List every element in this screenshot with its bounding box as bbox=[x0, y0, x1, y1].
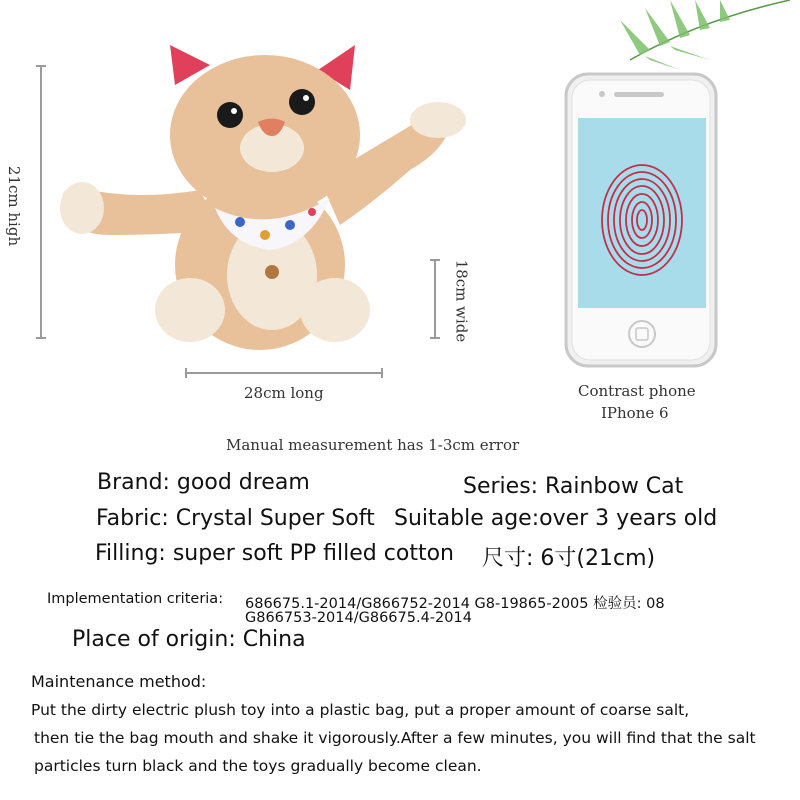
maintenance-line2: then tie the bag mouth and shake it vigorously.After a few minutes, you will find that the salt bbox=[34, 729, 756, 747]
criteria-line1: 686675.1-2014/G866752-2014 G8-19865-2005 检验员: 08 bbox=[245, 596, 665, 612]
width-dimension-line bbox=[434, 260, 436, 338]
spec-brand: Brand: good dream bbox=[97, 470, 310, 495]
spec-fabric: Fabric: Crystal Super Soft bbox=[96, 506, 375, 531]
width-dimension-cap-bottom bbox=[430, 337, 440, 339]
phone-image bbox=[562, 70, 722, 370]
width-label: 18cm wide bbox=[452, 259, 471, 343]
height-dimension-cap-bottom bbox=[36, 337, 46, 339]
palm-leaf-decoration bbox=[600, 0, 800, 70]
phone-caption-line2: IPhone 6 bbox=[601, 404, 669, 422]
height-dimension-cap-top bbox=[36, 65, 46, 67]
length-dimension-line bbox=[186, 372, 382, 374]
maintenance-line1: Put the dirty electric plush toy into a plastic bag, put a proper amount of coarse salt, bbox=[31, 701, 690, 719]
measurement-error-note: Manual measurement has 1-3cm error bbox=[226, 436, 520, 454]
spec-size: 尺寸: 6寸(21cm) bbox=[482, 546, 656, 571]
phone-caption-line1: Contrast phone bbox=[578, 382, 696, 400]
length-dimension-cap-left bbox=[185, 368, 187, 378]
length-dimension-cap-right bbox=[381, 368, 383, 378]
plush-cat-image bbox=[50, 30, 480, 360]
spec-age: Suitable age:over 3 years old bbox=[394, 506, 718, 531]
height-label: 21cm high bbox=[5, 165, 24, 247]
spec-origin: Place of origin: China bbox=[72, 627, 306, 652]
criteria-line2: G866753-2014/G86675.4-2014 bbox=[245, 610, 472, 626]
length-label: 28cm long bbox=[244, 384, 324, 402]
criteria-label: Implementation criteria: bbox=[47, 591, 224, 607]
width-dimension-cap-top bbox=[430, 259, 440, 261]
maintenance-title: Maintenance method: bbox=[31, 672, 207, 691]
spec-series: Series: Rainbow Cat bbox=[463, 474, 684, 499]
height-dimension-line bbox=[40, 66, 42, 338]
maintenance-line3: particles turn black and the toys gradually become clean. bbox=[34, 757, 482, 775]
spec-filling: Filling: super soft PP filled cotton bbox=[95, 541, 454, 566]
